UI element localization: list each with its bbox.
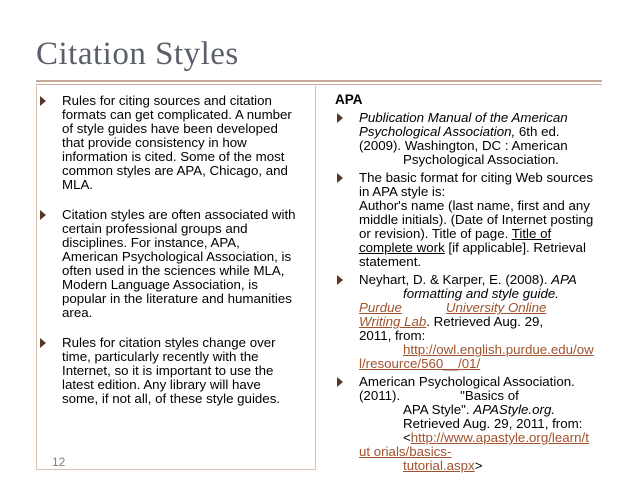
purdue-link[interactable]: Purdue xyxy=(359,300,402,315)
text-line: of style guides have been developed xyxy=(62,121,278,136)
page-number: 12 xyxy=(52,455,66,469)
text-span: APAStyle.org. xyxy=(473,402,556,417)
bullet-arrow-icon xyxy=(337,377,343,387)
text-line: Author's name (last name, first and any xyxy=(359,198,590,213)
bullet-arrow-icon xyxy=(40,338,46,348)
right-column xyxy=(333,92,623,477)
text-line: Rules for citation styles change over xyxy=(62,335,276,350)
left-bullet-2 xyxy=(36,208,308,320)
text-line: popular in the literature and humanities xyxy=(62,291,292,306)
text-span: "Basics of xyxy=(460,388,519,403)
purdue-url-link[interactable]: http://owl.english.purdue.edu/ow xyxy=(403,342,594,357)
text-line: Psychological Association. xyxy=(403,152,559,167)
text-line: area. xyxy=(62,305,93,320)
text-line: Retrieved Aug. 29, 2011, from: xyxy=(403,416,583,431)
left-bullet-1 xyxy=(36,94,308,192)
text-line: certain professional groups and xyxy=(62,221,248,236)
text-line: often used in the sciences while MLA, xyxy=(62,263,285,278)
text-line: common styles are APA, Chicago, and xyxy=(62,163,288,178)
bullet-arrow-icon xyxy=(40,96,46,106)
text-line: that provide consistency in how xyxy=(62,135,247,150)
text-line: formatting and style guide. xyxy=(403,286,559,301)
text-line: Publication Manual of the American xyxy=(359,110,568,125)
apa-bullet-manual xyxy=(333,111,623,167)
slide-title: Citation Styles xyxy=(36,36,239,72)
text-line: 2011, from: xyxy=(359,328,426,343)
purdue-link[interactable]: University Online xyxy=(445,300,547,315)
purdue-link[interactable]: Writing Lab xyxy=(359,314,427,329)
text-span: Psychological Association, xyxy=(359,124,516,139)
title-rule-bottom xyxy=(36,84,602,85)
purdue-url-link[interactable]: l/resource/560__/01/ xyxy=(359,356,481,371)
text-line: in APA style is: xyxy=(359,184,446,199)
text-span: Title of xyxy=(511,226,552,241)
bullet-arrow-icon xyxy=(337,173,343,183)
apa-bullet-apastyle xyxy=(333,375,623,473)
text-span: > xyxy=(474,458,483,473)
title-rule-top xyxy=(36,80,602,82)
text-span: APA Style". xyxy=(403,402,474,417)
text-line: time, particularly recently with the xyxy=(62,349,259,364)
text-line: American Psychological Association, is xyxy=(62,249,292,264)
text-line: Modern Language Association, is xyxy=(62,277,258,292)
apastyle-url-link[interactable]: http://www.apastyle.org/learn/t xyxy=(410,430,589,445)
text-line: Citation styles are often associated with xyxy=(62,207,296,222)
text-line: some, if not all, of these style guides. xyxy=(62,391,281,406)
text-span: (2011). xyxy=(359,388,401,403)
text-line: (2009). Washington, DC : American xyxy=(359,138,568,153)
text-line: middle initials). (Date of Internet posting xyxy=(359,212,594,227)
apa-bullet-format xyxy=(333,171,623,269)
text-line: Internet, so it is important to use the xyxy=(62,363,274,378)
left-bullet-list xyxy=(36,94,308,422)
text-span: 6th ed. xyxy=(515,124,560,139)
text-span: complete work xyxy=(359,240,445,255)
text-span: APA xyxy=(551,272,577,287)
text-span: or revision). Title of page. xyxy=(359,226,512,241)
text-line: disciplines. For instance, APA, xyxy=(62,235,240,250)
text-line: statement. xyxy=(359,254,422,269)
text-line: MLA. xyxy=(62,177,94,192)
bullet-arrow-icon xyxy=(40,210,46,220)
bullet-arrow-icon xyxy=(337,113,343,123)
bullet-arrow-icon xyxy=(337,275,343,285)
apastyle-url-link[interactable]: tutorial.aspx xyxy=(403,458,475,473)
right-bullet-list xyxy=(333,111,623,473)
text-span: Neyhart, D. & Karper, E. (2008). xyxy=(359,272,552,287)
text-line: information is cited. Some of the most xyxy=(62,149,285,164)
text-line: formats can get complicated. A number xyxy=(62,107,292,122)
text-line: American Psychological Association. xyxy=(359,374,575,389)
text-span: [if applicable]. Retrieval xyxy=(444,240,586,255)
text-line: The basic format for citing Web sources xyxy=(359,170,594,185)
text-line: latest edition. Any library will have xyxy=(62,377,261,392)
apa-bullet-purdue xyxy=(333,273,623,371)
text-span: . Retrieved Aug. 29, xyxy=(426,314,544,329)
text-line: Rules for citing sources and citation xyxy=(62,93,272,108)
text-span: < xyxy=(403,430,411,445)
apastyle-url-link[interactable]: ut orials/basics- xyxy=(359,444,452,459)
apa-heading: APA xyxy=(335,92,363,107)
left-bullet-3 xyxy=(36,336,308,406)
